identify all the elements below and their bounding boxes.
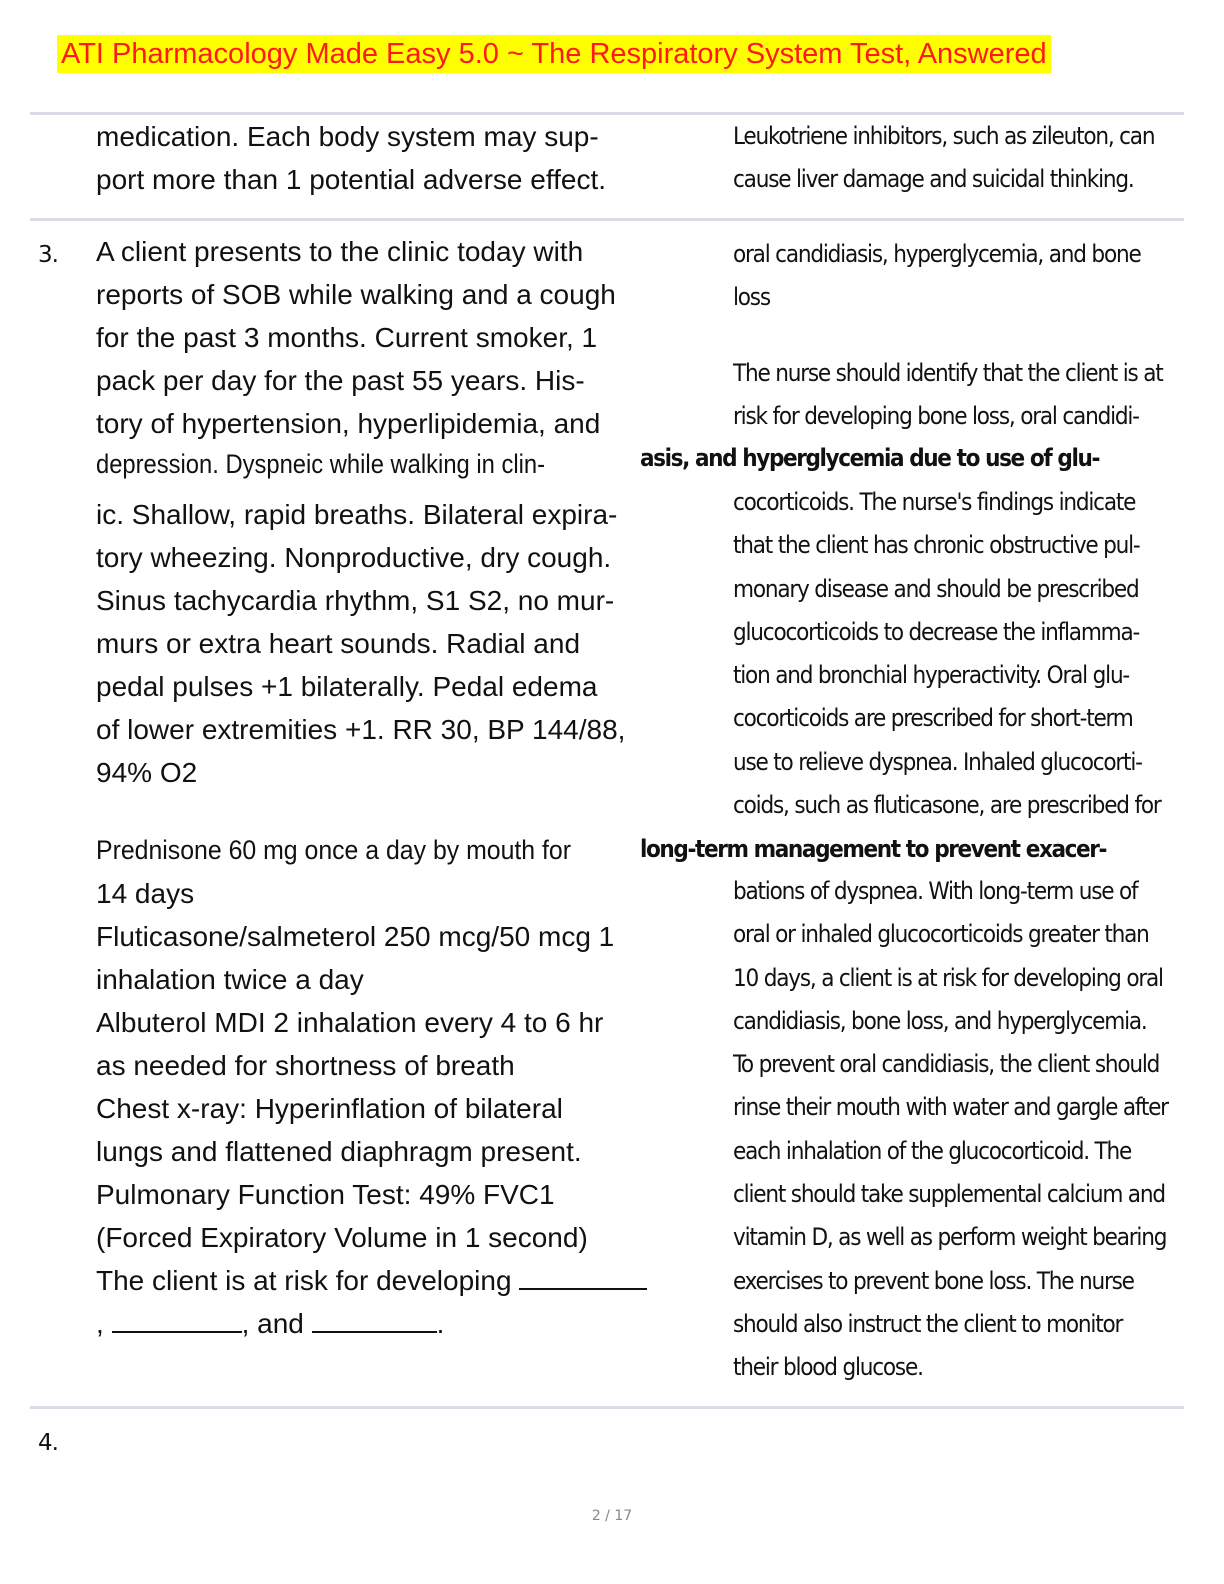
text-line: client should take supplemental calcium and	[733, 1180, 1165, 1209]
text-line: depression. Dyspneic while walking in clin-	[96, 449, 546, 479]
text-line: that the client has chronic obstructive pul-	[733, 531, 1140, 560]
question-prompt-cont	[96, 1302, 726, 1345]
text-line: A client presents to the clinic today with	[96, 236, 584, 267]
rationale-bold-line	[640, 828, 1170, 871]
text-line: candidiasis, bone loss, and hyperglycemia.	[733, 1006, 1147, 1035]
text-line: Prednisone 60 mg once a day by mouth for	[96, 835, 572, 865]
text-line: ic. Shallow, rapid breaths. Bilateral expira-	[96, 499, 618, 530]
text-line: inhalation twice a day	[96, 964, 364, 995]
rationale-bold-line	[640, 437, 1170, 480]
prev-question-continuation	[96, 115, 726, 201]
text-line: bations of dyspnea. With long-term use of	[733, 877, 1138, 905]
text-line: should also instruct the client to monitor	[733, 1309, 1123, 1338]
text-line: asis, and hyperglycemia due to use of glu-	[640, 444, 1100, 472]
text-line: oral or inhaled glucocorticoids greater than	[733, 920, 1149, 949]
prompt-separator: ,	[96, 1308, 104, 1339]
rationale-end	[733, 870, 1173, 1390]
text-line: rinse their mouth with water and gargle after	[733, 1093, 1168, 1122]
text-line: pack per day for the past 55 years. His-	[96, 365, 585, 396]
text-line: Albuterol MDI 2 inhalation every 4 to 6 hr	[96, 1007, 604, 1038]
text-line: loss	[733, 283, 770, 312]
text-line: 14 days	[96, 878, 195, 909]
orders-narrow-line	[96, 829, 676, 872]
text-line: their blood glucose.	[733, 1353, 923, 1382]
text-line: pedal pulses +1 bilaterally. Pedal edema	[96, 671, 598, 702]
text-line: cocorticoids are prescribed for short-term	[733, 704, 1133, 733]
text-line: use to relieve dyspnea. Inhaled glucocorti-	[733, 747, 1142, 776]
text-line: 94% O2	[96, 757, 198, 788]
text-line: monary disease and should be prescribed	[733, 574, 1139, 603]
text-line: of lower extremities +1. RR 30, BP 144/88,	[96, 714, 626, 745]
text-line: Pulmonary Function Test: 49% FVC1	[96, 1179, 555, 1210]
divider	[30, 1406, 1184, 1409]
document-title: ATI Pharmacology Made Easy 5.0 ~ The Respiratory System Test, Answered	[57, 35, 1051, 73]
answer-blank	[519, 1268, 647, 1290]
text-line: risk for developing bone loss, oral candidi-	[733, 402, 1139, 431]
text-line: 10 days, a client is at risk for developing oral	[733, 963, 1163, 992]
text-line: medication. Each body system may sup-	[96, 121, 599, 152]
text-line: The nurse should identify that the client is at	[733, 359, 1163, 387]
question-orders	[96, 872, 726, 1345]
text-line: oral candidiasis, hyperglycemia, and bone	[733, 240, 1141, 268]
question-number: 4.	[38, 1430, 58, 1456]
prev-answer-continuation	[733, 115, 1173, 202]
text-line: murs or extra heart sounds. Radial and	[96, 628, 581, 659]
text-line: long-term management to prevent exacer-	[640, 835, 1107, 863]
text-line: tory of hypertension, hyperlipidemia, and	[96, 408, 601, 439]
text-line: tory wheezing. Nonproductive, dry cough.	[96, 542, 612, 573]
text-line: reports of SOB while walking and a cough	[96, 279, 616, 310]
page-number: 2 / 17	[591, 1508, 633, 1524]
text-line: Leukotriene inhibitors, such as zileuton, can	[733, 122, 1155, 150]
prompt-separator: , and	[241, 1308, 304, 1339]
question-number: 3.	[38, 242, 58, 268]
text-line: glucocorticoids to decrease the inflamma-	[733, 617, 1140, 646]
prompt-end: .	[436, 1308, 445, 1339]
text-line: as needed for shortness of breath	[96, 1050, 515, 1081]
text-line: Chest x-ray: Hyperinflation of bilateral	[96, 1093, 563, 1124]
answer-blank	[112, 1311, 242, 1333]
text-line: (Forced Expiratory Volume in 1 second)	[96, 1222, 588, 1253]
text-line: exercises to prevent bone loss. The nurse	[733, 1266, 1134, 1295]
text-line: cause liver damage and suicidal thinking.	[733, 165, 1134, 194]
text-line: To prevent oral candidiasis, the client should	[733, 1050, 1160, 1079]
correct-answer	[733, 233, 1173, 320]
rationale-continued	[733, 481, 1173, 827]
text-line: coids, such as fluticasone, are prescribed for	[733, 791, 1161, 820]
answer-blank	[312, 1311, 437, 1333]
text-line: vitamin D, as well as perform weight bearing	[733, 1223, 1167, 1252]
text-line: cocorticoids. The nurse's findings indicate	[733, 488, 1136, 516]
question-scenario-continued	[96, 493, 726, 794]
text-line: lungs and flattened diaphragm present.	[96, 1136, 582, 1167]
divider	[30, 218, 1184, 221]
question-scenario-narrow-line	[96, 443, 650, 486]
text-line: for the past 3 months. Current smoker, 1	[96, 322, 598, 353]
text-line: Sinus tachycardia rhythm, S1 S2, no mur-	[96, 585, 615, 616]
text-line: each inhalation of the glucocorticoid. The	[733, 1136, 1132, 1165]
prompt-text: The client is at risk for developing	[96, 1265, 512, 1296]
text-line: Fluticasone/salmeterol 250 mcg/50 mcg 1	[96, 921, 615, 952]
question-scenario	[96, 230, 726, 445]
question-prompt	[96, 1259, 726, 1302]
rationale	[733, 352, 1173, 439]
text-line: tion and bronchial hyperactivity. Oral glu-	[733, 661, 1130, 690]
text-line: port more than 1 potential adverse effect.	[96, 164, 607, 195]
